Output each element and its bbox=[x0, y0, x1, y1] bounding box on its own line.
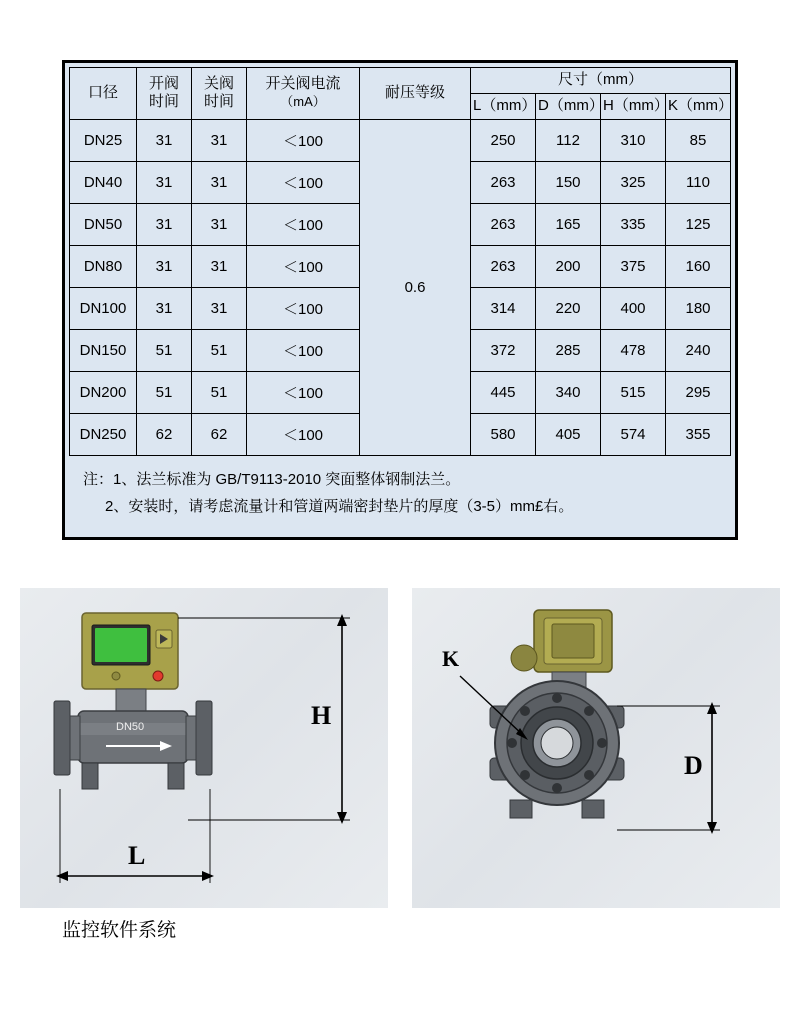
converter-housing-icon bbox=[82, 613, 178, 689]
header-current bbox=[247, 68, 360, 120]
header-dim-h: H（mm） bbox=[601, 93, 666, 119]
cell-d: 200 bbox=[536, 245, 601, 287]
front-view-drawing bbox=[20, 588, 388, 908]
cell-d: 150 bbox=[536, 161, 601, 203]
header-dim-l: L（mm） bbox=[471, 93, 536, 119]
cell-current: ＜100 bbox=[247, 245, 360, 287]
header-current-line1: 开关阀电流 bbox=[265, 74, 341, 92]
cell-close: 31 bbox=[192, 161, 247, 203]
cell-d: 220 bbox=[536, 287, 601, 329]
cell-current: ＜100 bbox=[247, 119, 360, 161]
header-row-top bbox=[70, 68, 731, 94]
neck-icon bbox=[116, 689, 146, 711]
cell-dn: DN150 bbox=[70, 329, 137, 371]
cell-k: 125 bbox=[666, 203, 731, 245]
cell-l: 372 bbox=[471, 329, 536, 371]
header-dimensions: 尺寸（mm） bbox=[471, 68, 731, 94]
cell-current: ＜100 bbox=[247, 287, 360, 329]
cell-k: 160 bbox=[666, 245, 731, 287]
spec-table bbox=[69, 67, 731, 456]
header-dim-d: D（mm） bbox=[536, 93, 601, 119]
cell-l: 250 bbox=[471, 119, 536, 161]
cell-dn: DN40 bbox=[70, 161, 137, 203]
cell-h: 325 bbox=[601, 161, 666, 203]
cell-close: 62 bbox=[192, 413, 247, 455]
cell-close: 31 bbox=[192, 203, 247, 245]
cell-close: 51 bbox=[192, 371, 247, 413]
header-current-line2: （mA） bbox=[280, 94, 326, 110]
cell-d: 405 bbox=[536, 413, 601, 455]
table-notes bbox=[69, 456, 731, 534]
cell-k: 355 bbox=[666, 413, 731, 455]
cell-open: 51 bbox=[137, 329, 192, 371]
body-dn-label: DN50 bbox=[116, 721, 145, 733]
cell-dn: DN250 bbox=[70, 413, 137, 455]
header-close-time-line1: 关阀 bbox=[203, 74, 234, 92]
dimension-d bbox=[617, 702, 720, 834]
cell-current: ＜100 bbox=[247, 203, 360, 245]
cell-k: 85 bbox=[666, 119, 731, 161]
cell-h: 310 bbox=[601, 119, 666, 161]
cell-k: 295 bbox=[666, 371, 731, 413]
header-open-time-line1: 开阀 bbox=[148, 74, 179, 92]
cell-close: 31 bbox=[192, 287, 247, 329]
cell-k: 240 bbox=[666, 329, 731, 371]
header-close-time-line2: 时间 bbox=[203, 93, 234, 111]
figure-front-view bbox=[20, 588, 388, 908]
cell-current: ＜100 bbox=[247, 413, 360, 455]
dimension-k-label: K bbox=[442, 646, 460, 671]
cell-open: 31 bbox=[137, 287, 192, 329]
figure-side-view bbox=[412, 588, 780, 908]
cell-h: 478 bbox=[601, 329, 666, 371]
cell-pressure: 0.6 bbox=[360, 119, 471, 455]
cell-d: 165 bbox=[536, 203, 601, 245]
side-view-drawing bbox=[412, 588, 780, 908]
spec-table-head bbox=[70, 68, 731, 120]
header-dn: 口径 bbox=[70, 68, 137, 120]
figure-caption: 监控软件系统 bbox=[62, 920, 177, 941]
cell-d: 340 bbox=[536, 371, 601, 413]
cell-h: 574 bbox=[601, 413, 666, 455]
cell-l: 263 bbox=[471, 161, 536, 203]
table-row bbox=[70, 119, 731, 161]
cell-h: 515 bbox=[601, 371, 666, 413]
cell-close: 31 bbox=[192, 119, 247, 161]
cell-open: 31 bbox=[137, 203, 192, 245]
cell-dn: DN25 bbox=[70, 119, 137, 161]
cell-h: 400 bbox=[601, 287, 666, 329]
cell-dn: DN200 bbox=[70, 371, 137, 413]
cell-h: 335 bbox=[601, 203, 666, 245]
cell-close: 31 bbox=[192, 245, 247, 287]
note-line-1: 注：1、法兰标准为 GB/T9113-2010 突面整体钢制法兰。 bbox=[83, 470, 461, 488]
cell-l: 314 bbox=[471, 287, 536, 329]
note-line-2: 2、安装时，请考虑流量计和管道两端密封垫片的厚度（3-5）mm£右。 bbox=[105, 498, 574, 516]
header-open-time-line2: 时间 bbox=[148, 93, 179, 111]
dimension-d-label: D bbox=[684, 751, 703, 780]
cell-close: 51 bbox=[192, 329, 247, 371]
spec-table-body bbox=[70, 119, 731, 455]
meter-body-icon bbox=[54, 701, 212, 789]
cell-l: 445 bbox=[471, 371, 536, 413]
cell-d: 285 bbox=[536, 329, 601, 371]
cell-k: 180 bbox=[666, 287, 731, 329]
spec-table-block bbox=[62, 60, 738, 540]
cell-dn: DN50 bbox=[70, 203, 137, 245]
cell-open: 31 bbox=[137, 245, 192, 287]
dimension-h-label: H bbox=[311, 701, 332, 730]
cell-current: ＜100 bbox=[247, 371, 360, 413]
cell-dn: DN100 bbox=[70, 287, 137, 329]
cell-l: 263 bbox=[471, 245, 536, 287]
cell-d: 112 bbox=[536, 119, 601, 161]
flange-body-icon bbox=[490, 681, 624, 818]
cell-l: 580 bbox=[471, 413, 536, 455]
header-dim-k: K（mm） bbox=[666, 93, 731, 119]
cell-current: ＜100 bbox=[247, 329, 360, 371]
cell-open: 51 bbox=[137, 371, 192, 413]
figures-area bbox=[20, 588, 780, 908]
cell-current: ＜100 bbox=[247, 161, 360, 203]
cell-open: 31 bbox=[137, 161, 192, 203]
cell-open: 62 bbox=[137, 413, 192, 455]
cell-h: 375 bbox=[601, 245, 666, 287]
dimension-l-label: L bbox=[128, 841, 146, 870]
header-open-time bbox=[137, 68, 192, 120]
cell-k: 110 bbox=[666, 161, 731, 203]
cell-l: 263 bbox=[471, 203, 536, 245]
cell-open: 31 bbox=[137, 119, 192, 161]
cell-dn: DN80 bbox=[70, 245, 137, 287]
header-pressure: 耐压等级 bbox=[360, 68, 471, 120]
header-close-time bbox=[192, 68, 247, 120]
